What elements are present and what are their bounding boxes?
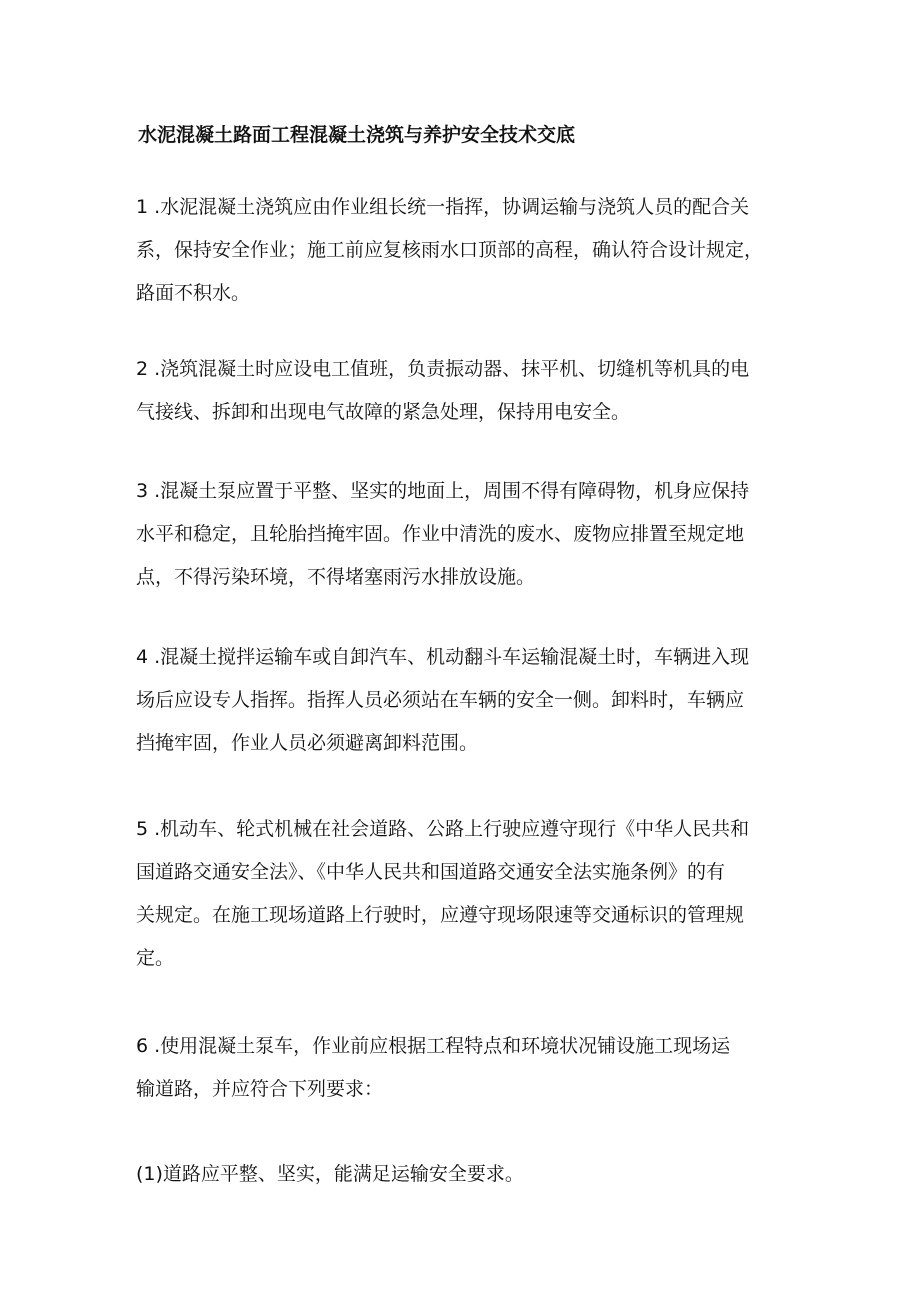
paragraph-line: 2 .浇筑混凝土时应设电工值班，负责振动器、抹平机、切缝机等机具的电 — [136, 358, 750, 380]
paragraph-4 — [136, 636, 796, 765]
paragraph-line: 3 .混凝土泵应置于平整、坚实的地面上，周围不得有障碍物，机身应保持 — [136, 480, 750, 502]
paragraph-line: 1 .水泥混凝土浇筑应由作业组长统一指挥，协调运输与浇筑人员的配合关 — [136, 196, 750, 218]
paragraph-5 — [136, 808, 796, 980]
paragraph-1 — [136, 186, 796, 315]
paragraph-3 — [136, 470, 796, 599]
paragraph-2 — [136, 348, 796, 434]
paragraph-line: 气接线、拆卸和出现电气故障的紧急处理，保持用电安全。 — [136, 401, 631, 423]
paragraph-line: 关规定。在施工现场道路上行驶时，应遵守现场限速等交通标识的管理规 — [136, 904, 745, 926]
document-title: 水泥混凝土路面工程混凝土浇筑与养护安全技术交底 — [138, 124, 576, 146]
paragraph-line: 点，不得污染环境，不得堵塞雨污水排放设施。 — [136, 566, 536, 588]
paragraph-line: 水平和稳定，且轮胎挡掩牢固。作业中清洗的废水、废物应排置至规定地 — [136, 523, 745, 545]
paragraph-line: 挡掩牢固，作业人员必须避离卸料范围。 — [136, 732, 479, 754]
paragraph-line: 输道路，并应符合下列要求： — [136, 1078, 384, 1100]
paragraph-line: (1)道路应平整、坚实，能满足运输安全要求。 — [136, 1163, 524, 1185]
paragraph-6 — [136, 1025, 796, 1111]
paragraph-line: 场后应设专人指挥。指挥人员必须站在车辆的安全一侧。卸料时，车辆应 — [136, 689, 745, 711]
paragraph-line: 路面不积水。 — [136, 282, 251, 304]
paragraph-line: 定。 — [136, 947, 175, 969]
paragraph-line: 系，保持安全作业；施工前应复核雨水口顶部的高程，确认符合设计规定， — [136, 239, 764, 261]
paragraph-line: 5 .机动车、轮式机械在社会道路、公路上行驶应遵守现行《中华人民共和 — [136, 818, 750, 840]
paragraph-7 — [136, 1153, 796, 1196]
paragraph-line: 4 .混凝土搅拌运输车或自卸汽车、机动翻斗车运输混凝土时，车辆进入现 — [136, 646, 750, 668]
paragraph-line: 国道路交通安全法》、《中华人民共和国道路交通安全法实施条例》的有 — [136, 861, 726, 883]
paragraph-line: 6 .使用混凝土泵车，作业前应根据工程特点和环境状况铺设施工现场运 — [136, 1035, 731, 1057]
